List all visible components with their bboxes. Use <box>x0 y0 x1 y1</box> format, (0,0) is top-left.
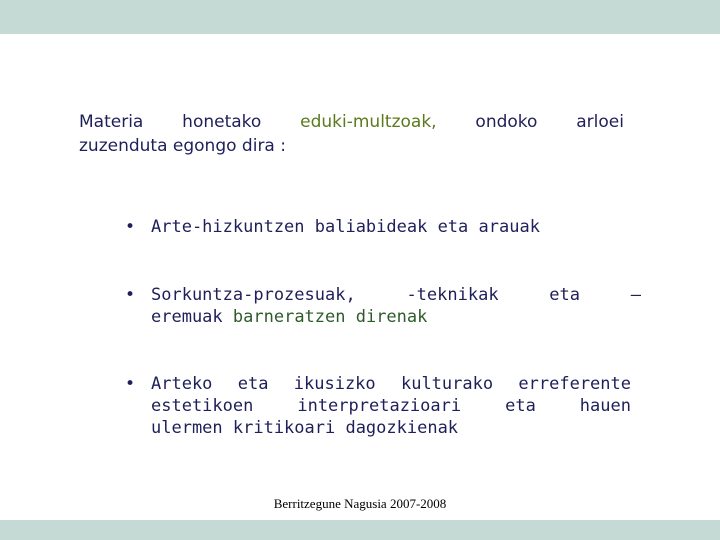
bullet-green-text: barneratzen direnak <box>232 307 428 327</box>
bullet-item-1 <box>125 216 631 238</box>
intro-line-2: zuzenduta egongo dira : <box>79 136 286 156</box>
bullet-item-2 <box>125 284 641 328</box>
bullet-item-3 <box>125 373 631 439</box>
bullet-word: Arteko <box>151 374 213 394</box>
intro-word: honetako <box>182 112 262 132</box>
bullet-word: eremuak <box>151 307 223 327</box>
bullet-word: -teknikak <box>406 285 499 305</box>
bullet-word: kulturako <box>400 374 494 394</box>
bullet-word: ikusizko <box>293 374 376 394</box>
bullet-word: erreferente <box>518 374 631 394</box>
bullet-line <box>151 395 631 417</box>
bullet-dot: • <box>125 217 136 237</box>
intro-paragraph <box>79 110 624 158</box>
bottom-band <box>0 520 720 540</box>
intro-word: arloei <box>576 112 624 132</box>
bullet-text: Arte-hizkuntzen baliabideak eta arauak <box>151 217 540 237</box>
bullet-word: estetikoen <box>151 396 254 416</box>
bullet-line <box>151 306 641 328</box>
intro-line-1 <box>79 110 624 134</box>
bullet-dot: • <box>125 285 136 305</box>
bullet-line <box>151 373 631 395</box>
bullet-word: interpretazioari <box>297 396 462 416</box>
intro-word: Materia <box>79 112 144 132</box>
bullet-line <box>151 284 641 306</box>
bullet-dot: • <box>125 374 136 394</box>
footer-text: Berritzegune Nagusia 2007-2008 <box>273 496 447 511</box>
top-band <box>0 0 720 34</box>
bullet-word: – <box>630 285 641 305</box>
bullet-word: Sorkuntza-prozesuak, <box>151 285 356 305</box>
bullet-line: ulermen kritikoari dagozkienak <box>151 418 459 438</box>
bullet-word: eta <box>549 285 581 305</box>
bullet-word: hauen <box>579 396 631 416</box>
bullet-word: eta <box>237 374 269 394</box>
intro-word: ondoko <box>475 112 538 132</box>
bullet-word: eta <box>505 396 536 416</box>
intro-highlight-word: eduki-multzoak, <box>300 112 437 132</box>
